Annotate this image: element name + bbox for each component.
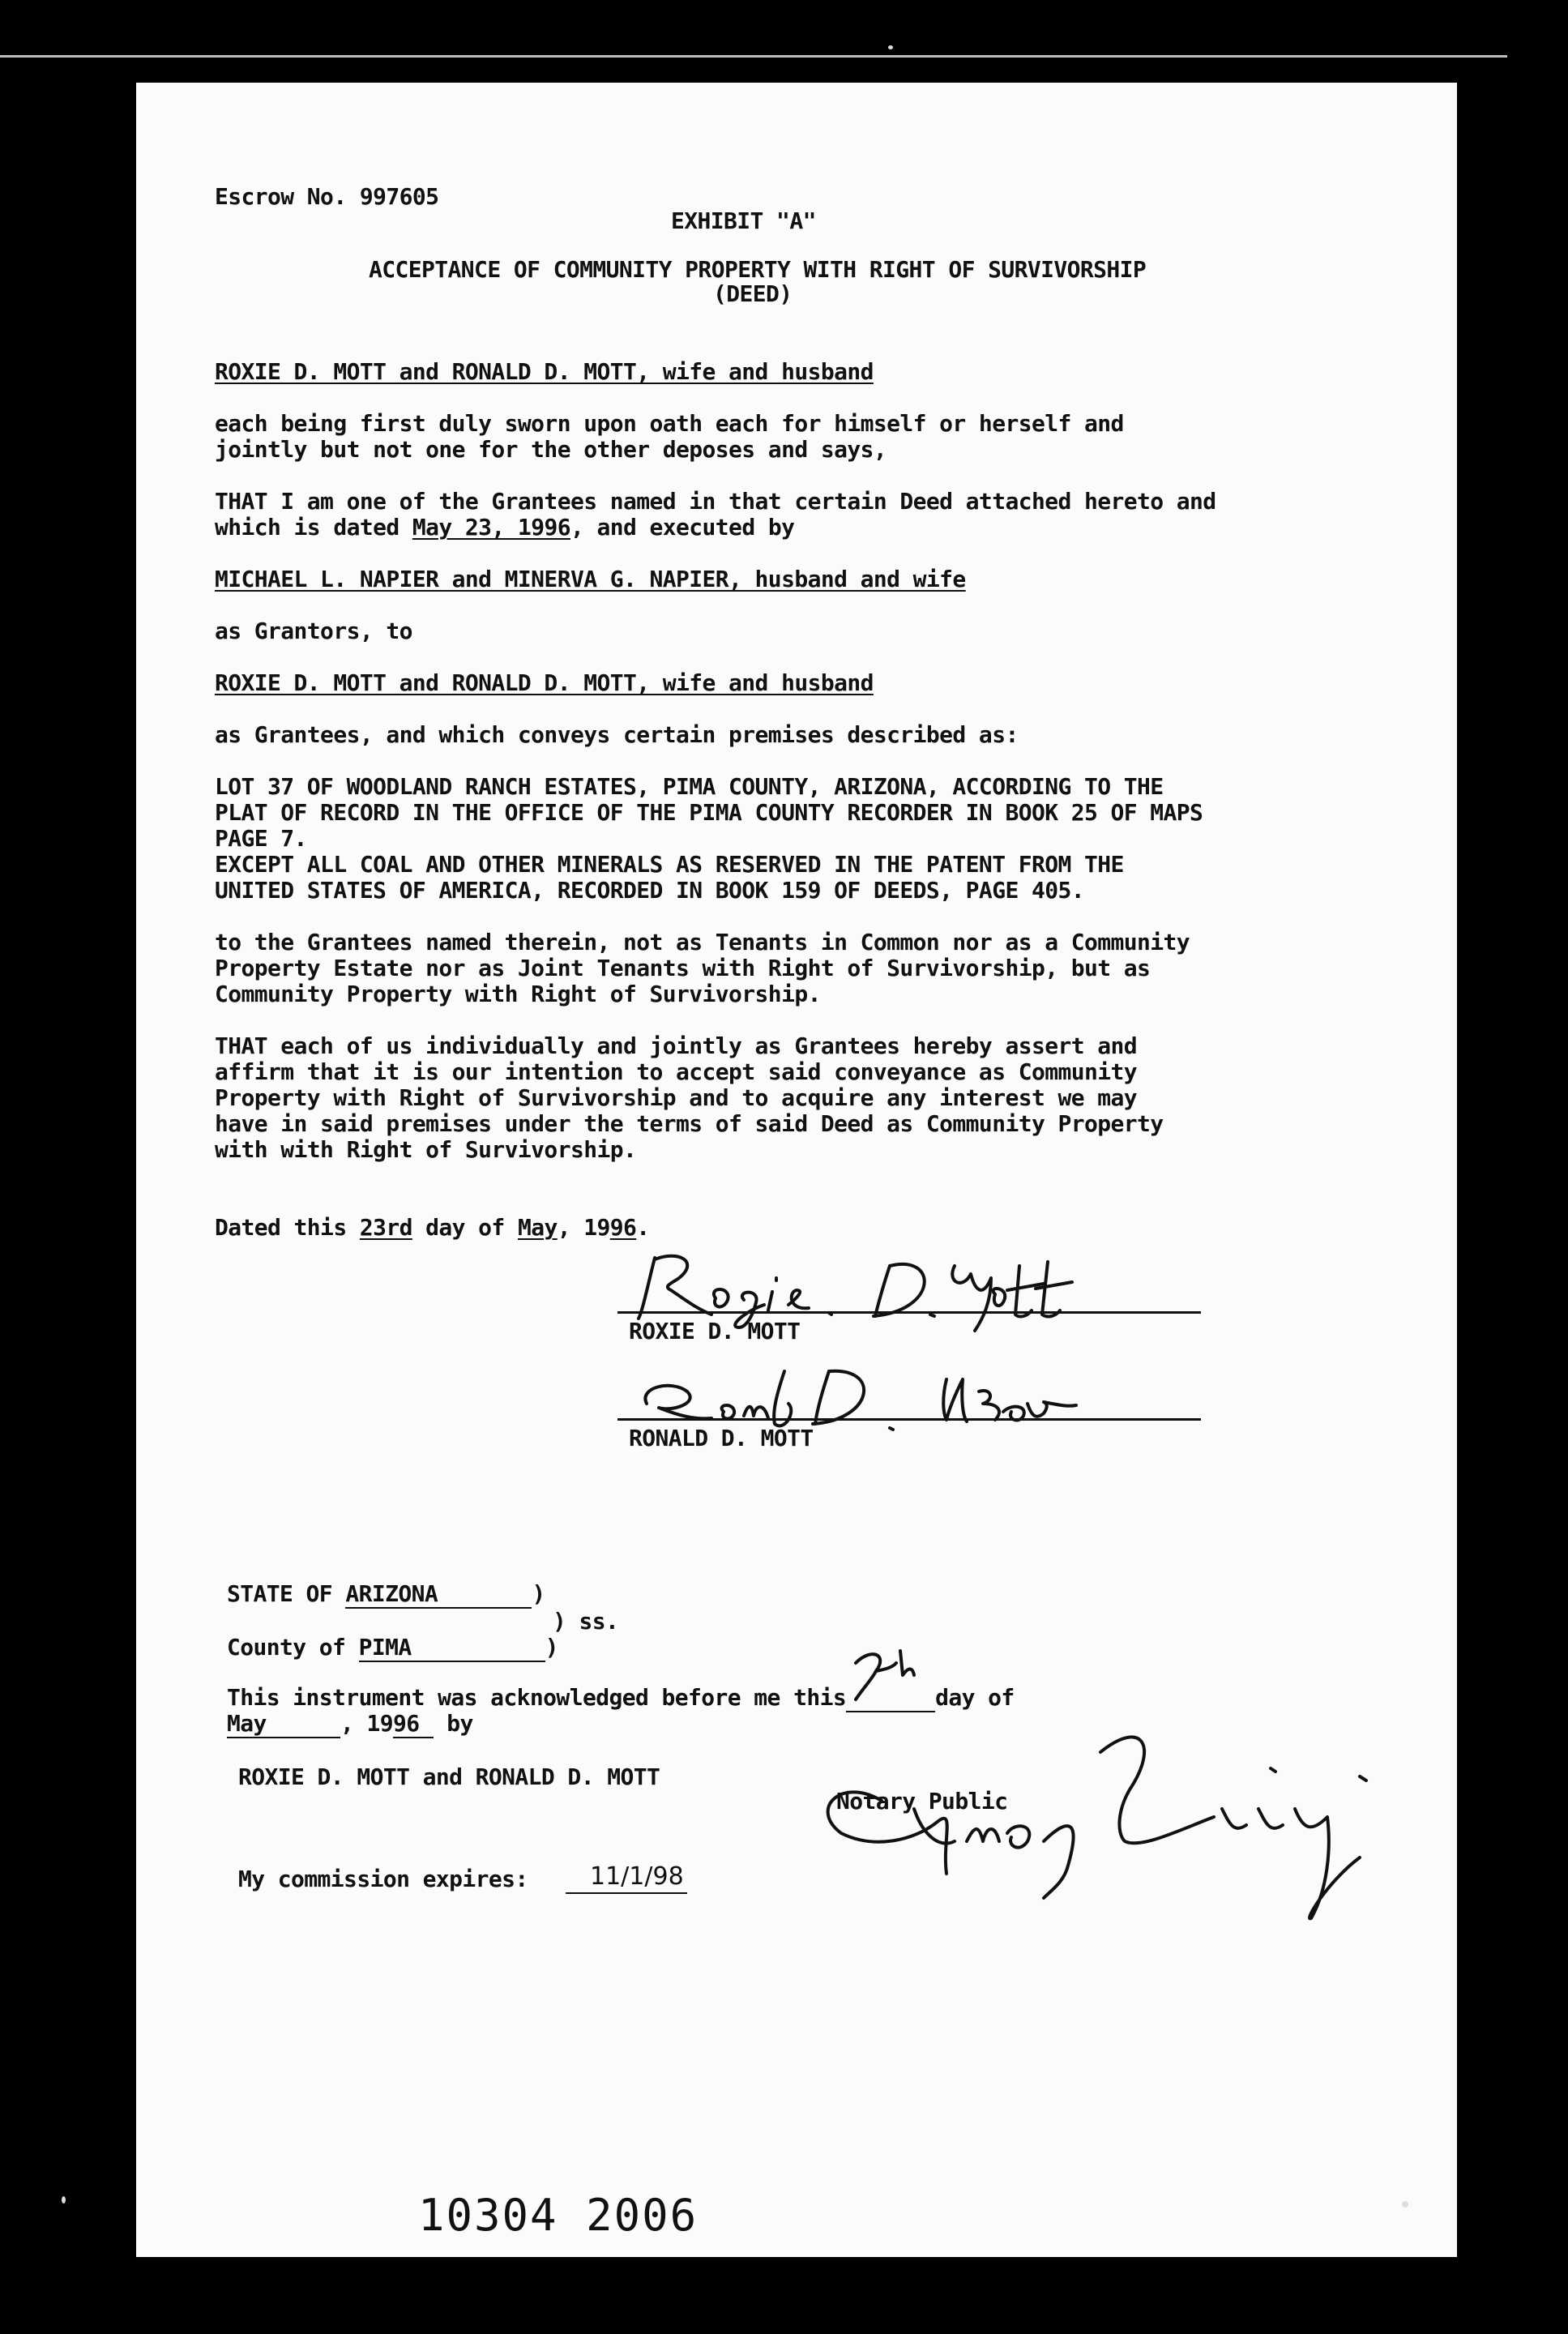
dated-day: 23rd <box>359 1214 412 1241</box>
exhibit-label: EXHIBIT "A" <box>671 207 816 234</box>
assertion-line-3: Property with Right of Survivorship and to acquire any interest we may <box>215 1084 1138 1111</box>
as-grantors: as Grantors, to <box>215 618 412 644</box>
acknowledgment-line-2: May , 1996 by <box>227 1710 473 1737</box>
notary-public-label: Notary Public <box>836 1788 1008 1815</box>
commission-date: 11/1/98 <box>566 1862 687 1894</box>
tenancy-line-1: to the Grantees named therein, not as Tenants in Common nor as a Community <box>215 929 1190 955</box>
document-page <box>136 83 1457 2257</box>
acknowledged-names: ROXIE D. MOTT and RONALD D. MOTT <box>238 1763 660 1790</box>
deed-date: May 23, 1996 <box>412 514 570 541</box>
escrow-number: Escrow No. 997605 <box>215 183 439 210</box>
grantees-name: ROXIE D. MOTT and RONALD D. MOTT, wife and husband <box>215 669 874 696</box>
ack-year: 96 <box>393 1710 434 1738</box>
signer-name-2: RONALD D. MOTT <box>629 1425 814 1451</box>
scan-speck <box>1402 2201 1408 2208</box>
sworn-line-1: each being first duly sworn upon oath each for himself or herself and <box>215 410 1124 437</box>
scan-speck <box>62 2196 66 2204</box>
legal-description-line-4: EXCEPT ALL COAL AND OTHER MINERALS AS RESERVED IN THE PATENT FROM THE <box>215 851 1124 878</box>
dated-line: Dated this 23rd day of May, 1996. <box>215 1214 650 1241</box>
tenancy-line-3: Community Property with Right of Survivorship. <box>215 981 821 1007</box>
assertion-line-5: with with Right of Survivorship. <box>215 1136 637 1163</box>
sworn-line-2: jointly but not one for the other deposes and says, <box>215 436 887 463</box>
dated-year: 96 <box>609 1214 637 1241</box>
document-title: ACCEPTANCE OF COMMUNITY PROPERTY WITH RIGHT OF SURVIVORSHIP <box>369 256 1147 283</box>
ack-month: May <box>227 1710 340 1738</box>
tenancy-line-2: Property Estate nor as Joint Tenants with Right of Survivorship, but as <box>215 955 1151 981</box>
state-line: STATE OF ARIZONA ) <box>227 1580 545 1607</box>
legal-description-line-5: UNITED STATES OF AMERICA, RECORDED IN BOOK 159 OF DEEDS, PAGE 405. <box>215 877 1084 904</box>
commission-expires-label: My commission expires: <box>238 1866 528 1892</box>
assertion-line-4: have in said premises under the terms of said Deed as Community Property <box>215 1110 1164 1137</box>
document-number: 10304 2006 <box>418 2190 699 2241</box>
acknowledgment-line-1: This instrument was acknowledged before me this day of <box>227 1684 1015 1711</box>
scan-speck <box>888 45 893 49</box>
state-value: ARIZONA <box>345 1580 532 1609</box>
document-subtitle: (DEED) <box>713 280 793 307</box>
deed-statement-line-1: THAT I am one of the Grantees named in that certain Deed attached hereto and <box>215 488 1216 515</box>
scan-top-line <box>0 55 1507 58</box>
grantors-name: MICHAEL L. NAPIER and MINERVA G. NAPIER, husband and wife <box>215 566 966 592</box>
deed-statement-line-2: which is dated May 23, 1996, and executed by <box>215 514 795 541</box>
legal-description-line-1: LOT 37 OF WOODLAND RANCH ESTATES, PIMA COUNTY, ARIZONA, ACCORDING TO THE <box>215 773 1164 800</box>
signer-name-1: ROXIE D. MOTT <box>629 1318 801 1344</box>
ss-label: ss. <box>579 1608 619 1635</box>
signature-line-1 <box>617 1311 1201 1314</box>
legal-description-line-2: PLAT OF RECORD IN THE OFFICE OF THE PIMA COUNTY RECORDER IN BOOK 25 OF MAPS <box>215 799 1203 826</box>
county-line: County of PIMA ) <box>227 1634 558 1661</box>
county-value: PIMA <box>359 1634 545 1662</box>
legal-description-line-3: PAGE 7. <box>215 825 307 852</box>
dated-month: May <box>517 1214 558 1241</box>
signature-line-2 <box>617 1418 1201 1421</box>
assertion-line-2: affirm that it is our intention to accept said conveyance as Community <box>215 1058 1138 1085</box>
grantees-name-heading: ROXIE D. MOTT and RONALD D. MOTT, wife and husband <box>215 358 874 385</box>
venue-bracket: ) ss. <box>553 1608 619 1635</box>
as-grantees: as Grantees, and which conveys certain premises described as: <box>215 721 1019 748</box>
assertion-line-1: THAT each of us individually and jointly as Grantees hereby assert and <box>215 1032 1138 1059</box>
